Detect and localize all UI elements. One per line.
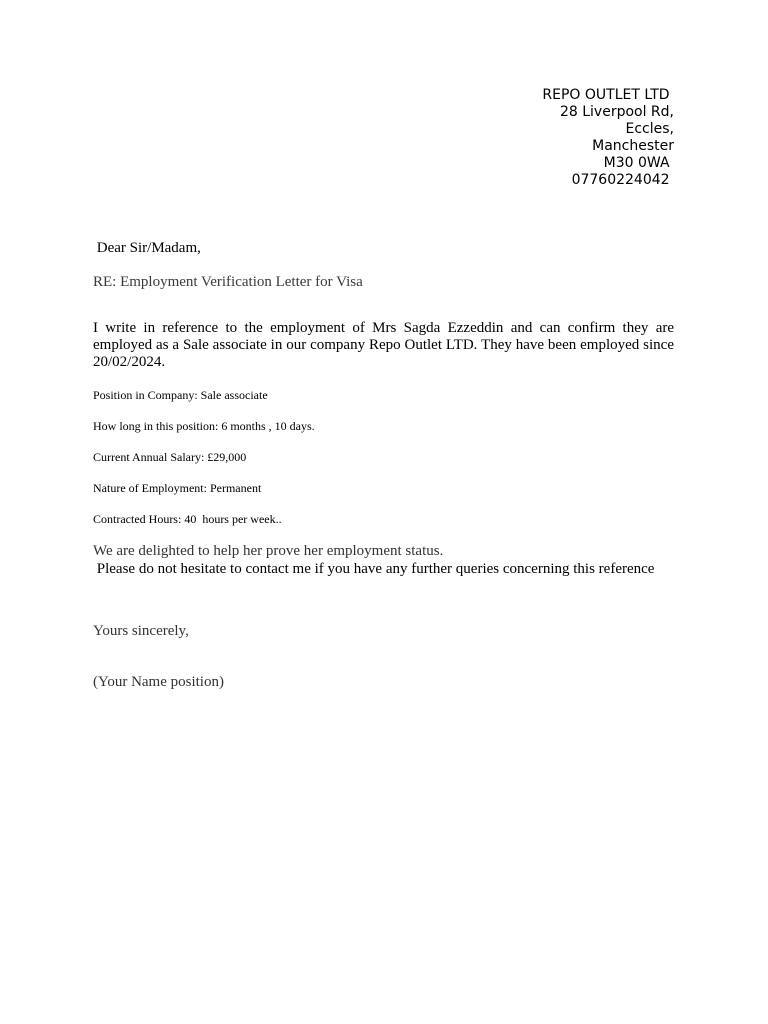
company-city: Manchester (592, 138, 674, 154)
signoff: Yours sincerely, (93, 623, 189, 639)
detail-duration: How long in this position: 6 months , 10 days. (93, 419, 315, 433)
company-street: 28 Liverpool Rd, (559, 104, 674, 120)
company-name: REPO OUTLET LTD (542, 87, 674, 103)
greeting: Dear Sir/Madam, (93, 240, 201, 256)
detail-position: Position in Company: Sale associate (93, 388, 268, 402)
company-phone: 07760224042 (571, 172, 674, 188)
signature-placeholder: (Your Name position) (93, 674, 224, 690)
body-paragraph: I write in reference to the employment of Mrs Sagda Ezzeddin and can confirm they are employed as a Sale associate in our company Repo Outlet LTD. They have been employed since 20/02/2024. (93, 320, 674, 370)
company-postcode: M30 0WA (603, 155, 674, 171)
detail-salary: Current Annual Salary: £29,000 (93, 450, 247, 464)
detail-hours: Contracted Hours: 40 hours per week.. (93, 512, 282, 526)
subject-line: RE: Employment Verification Letter for Visa (93, 274, 363, 290)
detail-nature: Nature of Employment: Permanent (93, 481, 262, 495)
closing-line-2: Please do not hesitate to contact me if you have any further queries concerning this reference (93, 561, 655, 577)
company-address-block (542, 87, 674, 189)
closing-line-1: We are delighted to help her prove her employment status. (93, 543, 444, 559)
company-town: Eccles, (625, 121, 674, 137)
